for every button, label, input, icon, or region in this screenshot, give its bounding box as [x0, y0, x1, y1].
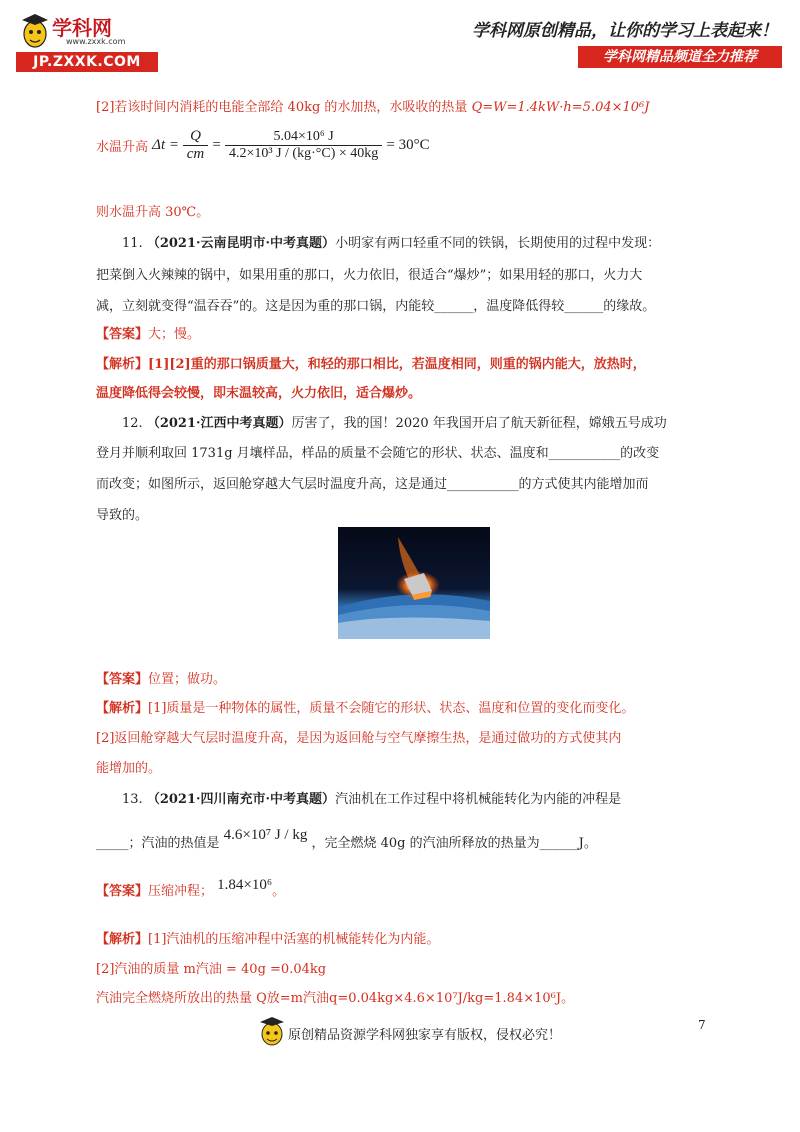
logo-url: www.zxxk.com	[66, 37, 126, 46]
q13-analysis2: [2]汽油的质量 m汽油 = 40g =0.04kg	[96, 962, 327, 977]
q13-line2-b: ，完全燃烧 40g 的汽油所释放的热量为______J。	[311, 836, 597, 851]
q12-line4: 导致的。	[96, 508, 149, 523]
footer-copyright: 原创精品资源学科网独家享有版权，侵权必究！	[288, 1028, 562, 1043]
q12-line1	[122, 412, 667, 431]
mascot-icon	[258, 1016, 286, 1046]
site-logo	[16, 12, 158, 72]
q13-analysis1	[96, 928, 439, 947]
q12-answer-text: 位置；做功。	[148, 672, 227, 687]
q13-answer	[96, 877, 286, 900]
q11-text1: 小明家有两口轻重不同的铁锅，长期使用的过程中发现：	[335, 236, 661, 251]
q10-conclusion: 则水温升高 30℃。	[96, 205, 210, 220]
q13-line2-a: _____；汽油的热值是	[96, 836, 220, 851]
q10-fraction-2	[225, 129, 382, 162]
q10-frac2-num: 5.04×10⁶ J	[225, 129, 382, 146]
q13-answer-value: 1.84×10⁶	[217, 877, 273, 893]
mascot-icon	[20, 12, 50, 50]
q13-source: （2021·四川南充市·中考真题）	[146, 792, 336, 807]
q12-line2: 登月并顺利取回 1731g 月壤样品，样品的质量不会随它的形状、状态、温度和___________的改变	[96, 446, 660, 461]
q10-formula-result: = 30°C	[386, 137, 430, 153]
q10-fraction-1	[183, 128, 209, 163]
q11-line3: 减，立刻就变得“温吞吞”的。这是因为重的那口锅，内能较______，温度降低得较______的缘故。	[96, 299, 656, 314]
q11-analysis1	[96, 353, 646, 372]
header-slogan: 学科网原创精品，让你的学习上表起来！	[472, 21, 778, 41]
header-badge: 学科网精品频道全力推荐	[578, 46, 782, 68]
q11-analysis1-text: [1][2]重的那口锅质量大，和轻的那口相比，若温度相同，则重的锅内能大，放热时，	[148, 357, 646, 372]
q11-answer-text: 大；慢。	[148, 327, 201, 342]
q12-analysis1-text: [1]质量是一种物体的属性，质量不会随它的形状、状态、温度和位置的变化而变化。	[148, 701, 635, 716]
q13-number: 13.	[122, 792, 143, 807]
page-number: 7	[698, 1018, 706, 1032]
q13-answer-end: 。	[272, 884, 286, 899]
logo-title: 学科网	[52, 16, 112, 40]
q11-number: 11.	[122, 236, 143, 251]
q12-analysis3: 能增加的。	[96, 761, 162, 776]
q11-analysis2: 温度降低得会较慢，即末温较高，火力依旧，适合爆炒。	[96, 386, 422, 401]
q12-text1: 厉害了，我的国！2020 年我国开启了航天新征程，嫦娥五号成功	[291, 416, 667, 431]
q10-rise-label: 水温升高	[96, 140, 149, 155]
q10-part2-formula: Q=W=1.4kW·h=5.04×10⁶J	[471, 100, 650, 115]
q13-analysis3: 汽油完全燃烧所放出的热量 Q放=m汽油q=0.04kg×4.6×10⁷J/kg=1.84×10⁶J。	[96, 991, 575, 1006]
q11-line1	[122, 232, 660, 251]
q11-source: （2021·云南昆明市·中考真题）	[146, 236, 336, 251]
q10-part2-text: [2]若该时间内消耗的电能全部给 40kg 的水加热，水吸收的热量	[96, 100, 468, 115]
q12-answer	[96, 668, 226, 687]
q10-frac2-den: 4.2×10³ J / (kg·°C) × 40kg	[229, 146, 379, 161]
q10-formula-lhs: Δt =	[152, 137, 183, 153]
q13-line2	[96, 827, 597, 852]
logo-badge: JP.ZXXK.COM	[16, 52, 158, 72]
q13-analysis1-text: [1]汽油机的压缩冲程中活塞的机械能转化为内能。	[148, 932, 440, 947]
q12-number: 12.	[122, 416, 143, 431]
q12-line3: 而改变；如图所示，返回舱穿越大气层时温度升高，这是通过___________的方式使其内能增加而	[96, 477, 649, 492]
q11-analysis-label: 【解析】	[96, 357, 149, 372]
q12-analysis1	[96, 697, 634, 716]
q13-analysis-label: 【解析】	[96, 932, 149, 947]
q12-answer-label: 【答案】	[96, 672, 149, 687]
q12-analysis2: [2]返回舱穿越大气层时温度升高，是因为返回舱与空气摩擦生热，是通过做功的方式使其内	[96, 731, 622, 746]
q10-formula-line: 水温升高 Δt = $\frac{Q}{cm}$ = $\frac{\text{5.04×10⁶ J}}{\text{4.2×10³ J / (kg·°C) × 40kg}}$ = 30°C	[96, 128, 430, 162]
q13-answer-text: 压缩冲程；	[148, 884, 214, 899]
q13-text1: 汽油机在工作过程中将机械能转化为内能的冲程是	[335, 792, 622, 807]
q12-source: （2021·江西中考真题）	[146, 416, 292, 431]
reentry-capsule-image	[338, 527, 490, 639]
q11-answer-label: 【答案】	[96, 327, 149, 342]
q13-line1	[122, 788, 621, 807]
q10-frac1-num: Q	[183, 128, 209, 146]
q13-heat-value: 4.6×10⁷ J / kg	[223, 827, 308, 843]
q12-analysis-label: 【解析】	[96, 701, 149, 716]
q13-answer-label: 【答案】	[96, 884, 149, 899]
q10-frac1-den: cm	[186, 146, 205, 162]
q11-answer	[96, 323, 200, 342]
q11-line2: 把菜倒入火辣辣的锅中，如果用重的那口，火力依旧，很适合“爆炒”；如果用轻的那口，火力大	[96, 268, 643, 283]
q10-part2	[96, 96, 649, 115]
